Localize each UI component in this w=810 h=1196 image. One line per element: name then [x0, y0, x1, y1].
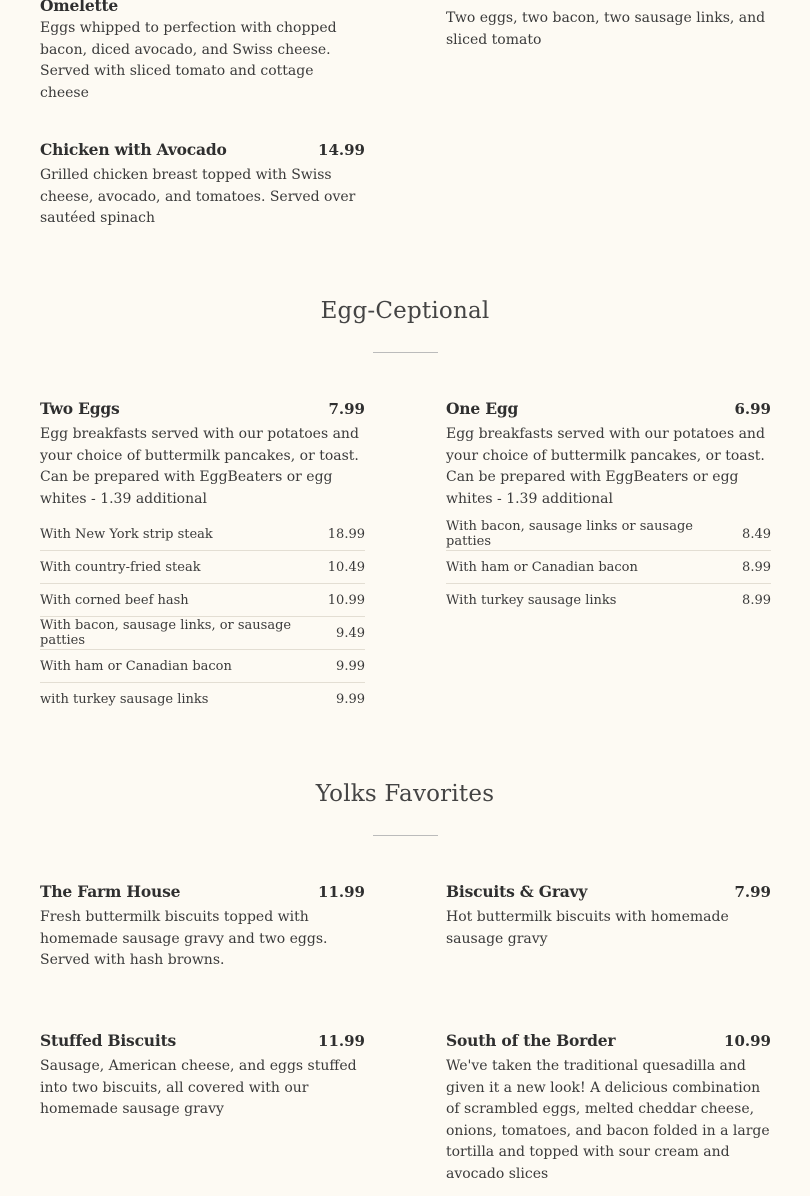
option-row — [40, 551, 365, 584]
option-price: 8.99 — [742, 592, 771, 608]
option-row — [40, 617, 365, 650]
item-description: Egg breakfasts served with our potatoes and your choice of buttermilk pancakes, or toast. Can be prepared with EggBeaters or egg whites - 1.39 additional — [446, 426, 765, 507]
item-description: We've taken the traditional quesadilla and given it a new look! A delicious combination of scrambled eggs, melted cheddar cheese, onions, tomatoes, and bacon folded in a large tortilla and topped with sour cream and avocado slices — [446, 1058, 770, 1182]
item-description: Egg breakfasts served with our potatoes and your choice of buttermilk pancakes, or toast. Can be prepared with EggBeaters or egg whites - 1.39 additional — [40, 426, 359, 507]
option-label: With ham or Canadian bacon — [446, 559, 638, 575]
option-price: 9.99 — [336, 658, 365, 674]
option-label: with turkey sausage links — [40, 691, 209, 707]
option-label: With New York strip steak — [40, 526, 213, 542]
option-label: With ham or Canadian bacon — [40, 658, 232, 674]
item-description: Fresh buttermilk biscuits topped with homemade sausage gravy and two eggs. Served with hash browns. — [40, 909, 328, 968]
menu-item-omelette — [40, 0, 365, 104]
item-name: Two Eggs — [40, 399, 120, 418]
option-price: 18.99 — [327, 526, 365, 542]
item-price: 7.99 — [328, 400, 365, 418]
item-name: Stuffed Biscuits — [40, 1031, 177, 1050]
item-price: 7.99 — [734, 883, 771, 901]
item-description: Two eggs, two bacon, two sausage links, and sliced tomato — [446, 10, 766, 48]
option-label: With country-fried steak — [40, 559, 201, 575]
item-description: Eggs whipped to perfection with chopped bacon, diced avocado, and Swiss cheese. Served with sliced tomato and cottage cheese — [40, 20, 337, 101]
option-row — [446, 584, 771, 616]
item-name: Biscuits & Gravy — [446, 882, 588, 901]
option-price: 8.99 — [742, 559, 771, 575]
section-divider — [373, 835, 438, 836]
item-name: The Farm House — [40, 882, 181, 901]
section-divider — [373, 352, 438, 353]
option-label: With turkey sausage links — [446, 592, 617, 608]
section-title-egg-ceptional: Egg-Ceptional — [320, 298, 490, 324]
item-description: Grilled chicken breast topped with Swiss cheese, avocado, and tomatoes. Served over sautéed spinach — [40, 167, 356, 226]
option-row — [446, 551, 771, 584]
option-label: With corned beef hash — [40, 592, 189, 608]
menu-item-one-egg — [446, 399, 771, 616]
option-price: 9.99 — [336, 691, 365, 707]
menu-item-farm-house — [40, 882, 365, 972]
option-price: 8.49 — [742, 526, 771, 542]
menu-item-biscuits-gravy — [446, 882, 771, 950]
item-options-list — [446, 518, 771, 616]
option-row — [40, 683, 365, 715]
item-name: South of the Border — [446, 1031, 616, 1050]
option-price: 10.49 — [327, 559, 365, 575]
item-description: Hot buttermilk biscuits with homemade sausage gravy — [446, 909, 729, 947]
item-name: Chicken with Avocado — [40, 140, 227, 159]
item-name: One Egg — [446, 399, 519, 418]
option-label: With bacon, sausage links, or sausage patties — [40, 618, 292, 648]
menu-item-chicken-avocado — [40, 140, 365, 230]
option-row — [40, 518, 365, 551]
menu-item-stuffed-biscuits — [40, 1031, 365, 1121]
option-row — [446, 518, 771, 551]
option-label: With bacon, sausage links or sausage patties — [446, 519, 693, 549]
item-description: Sausage, American cheese, and eggs stuffed into two biscuits, all covered with our homemade sausage gravy — [40, 1058, 357, 1117]
menu-item-top-right — [446, 8, 771, 51]
option-row — [40, 584, 365, 617]
item-price: 11.99 — [318, 1032, 365, 1050]
item-price: 10.99 — [724, 1032, 771, 1050]
item-options-list — [40, 518, 365, 715]
item-name: Omelette — [40, 0, 119, 15]
option-price: 10.99 — [327, 592, 365, 608]
item-price: 6.99 — [734, 400, 771, 418]
menu-item-south-of-the-border — [446, 1031, 771, 1185]
section-title-yolks-favorites: Yolks Favorites — [315, 781, 495, 807]
option-price: 9.49 — [336, 625, 365, 641]
item-price: 14.99 — [318, 141, 365, 159]
option-row — [40, 650, 365, 683]
menu-item-two-eggs — [40, 399, 365, 715]
item-price: 11.99 — [318, 883, 365, 901]
